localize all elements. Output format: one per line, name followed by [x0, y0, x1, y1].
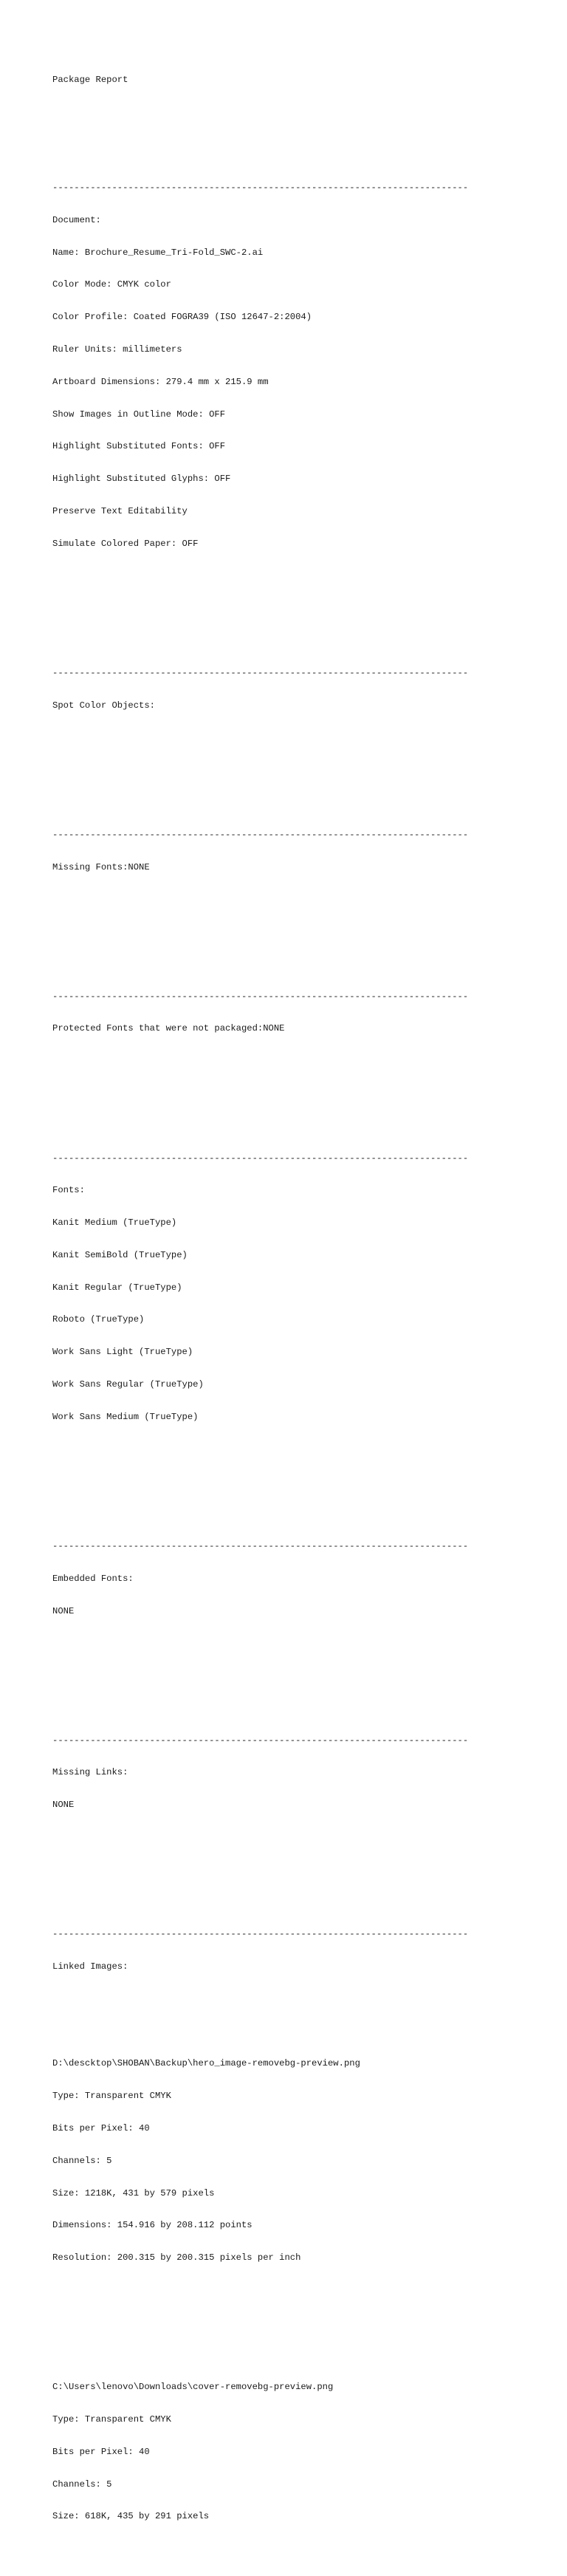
- linked-image-entry: [52, 2360, 540, 2543]
- linked-image-type: Type: Transparent CMYK: [52, 2091, 171, 2102]
- linked-images-heading: Linked Images:: [52, 1961, 128, 1972]
- font-item: Kanit Regular (TrueType): [52, 1282, 182, 1293]
- document-preserve-text: Preserve Text Editability: [52, 505, 188, 516]
- font-item: Kanit SemiBold (TrueType): [52, 1249, 188, 1260]
- linked-image-resolution: Resolution: 200.315 by 200.315 pixels per inch: [52, 2252, 301, 2264]
- divider: -----------------------------------------------------------------------------: [52, 1540, 469, 1551]
- missing-links-section: [52, 1713, 540, 1832]
- document-substituted-glyphs: Highlight Substituted Glyphs: OFF: [52, 474, 231, 485]
- linked-image-channels: Channels: 5: [52, 2478, 112, 2490]
- divider: -----------------------------------------------------------------------------: [52, 667, 469, 678]
- document-color-profile: Color Profile: Coated FOGRA39 (ISO 12647-2:2004): [52, 312, 312, 323]
- protected-fonts-section: [52, 969, 540, 1056]
- divider: -----------------------------------------------------------------------------: [52, 829, 469, 840]
- report-title: Package Report: [52, 75, 128, 86]
- linked-image-size: Size: 1218K, 431 by 579 pixels: [52, 2187, 215, 2199]
- document-substituted-fonts: Highlight Substituted Fonts: OFF: [52, 441, 226, 452]
- document-ruler-units: Ruler Units: millimeters: [52, 344, 182, 355]
- font-item: Work Sans Medium (TrueType): [52, 1411, 199, 1422]
- divider: -----------------------------------------------------------------------------: [52, 1152, 469, 1164]
- spot-color-section: [52, 646, 540, 733]
- document-artboard-dimensions: Artboard Dimensions: 279.4 mm x 215.9 mm: [52, 376, 269, 387]
- fonts-heading: Fonts:: [52, 1185, 85, 1196]
- linked-image-path: D:\descktop\SHOBAN\Backup\hero_image-removebg-preview.png: [52, 2058, 360, 2069]
- missing-fonts-heading: Missing Fonts:NONE: [52, 861, 150, 872]
- spot-color-heading: Spot Color Objects:: [52, 700, 155, 711]
- linked-image-dimensions: Dimensions: 154.916 by 208.112 points: [52, 2220, 252, 2231]
- divider: -----------------------------------------------------------------------------: [52, 1929, 469, 1940]
- document-heading: Document:: [52, 214, 101, 225]
- missing-links-heading: Missing Links:: [52, 1767, 128, 1778]
- document-name: Name: Brochure_Resume_Tri-Fold_SWC-2.ai: [52, 247, 264, 258]
- missing-links-value: NONE: [52, 1800, 75, 1811]
- document-section: [52, 161, 540, 571]
- font-item: Kanit Medium (TrueType): [52, 1217, 177, 1229]
- divider: -----------------------------------------------------------------------------: [52, 1735, 469, 1746]
- linked-image-bits: Bits per Pixel: 40: [52, 2446, 150, 2457]
- font-item: Work Sans Light (TrueType): [52, 1347, 193, 1358]
- linked-images-section: [52, 1907, 540, 2565]
- linked-image-bits: Bits per Pixel: 40: [52, 2123, 150, 2133]
- protected-fonts-heading: Protected Fonts that were not packaged:NONE: [52, 1023, 285, 1034]
- missing-fonts-section: [52, 808, 540, 895]
- font-item: Roboto (TrueType): [52, 1314, 145, 1325]
- divider: -----------------------------------------------------------------------------: [52, 182, 469, 194]
- embedded-fonts-heading: Embedded Fonts:: [52, 1573, 134, 1584]
- linked-image-entry: [52, 2037, 540, 2285]
- linked-image-type: Type: Transparent CMYK: [52, 2414, 171, 2425]
- fonts-section: [52, 1131, 540, 1444]
- embedded-fonts-value: NONE: [52, 1605, 75, 1616]
- document-simulate-paper: Simulate Colored Paper: OFF: [52, 538, 199, 549]
- document-color-mode: Color Mode: CMYK color: [52, 279, 171, 290]
- divider: -----------------------------------------------------------------------------: [52, 991, 469, 1002]
- package-report: [52, 53, 540, 2576]
- linked-image-size: Size: 618K, 435 by 291 pixels: [52, 2511, 210, 2522]
- linked-image-path: C:\Users\lenovo\Downloads\cover-removebg-preview.png: [52, 2382, 334, 2393]
- font-item: Work Sans Regular (TrueType): [52, 1379, 204, 1390]
- linked-image-channels: Channels: 5: [52, 2155, 112, 2166]
- embedded-fonts-section: [52, 1520, 540, 1639]
- document-outline-mode: Show Images in Outline Mode: OFF: [52, 409, 226, 420]
